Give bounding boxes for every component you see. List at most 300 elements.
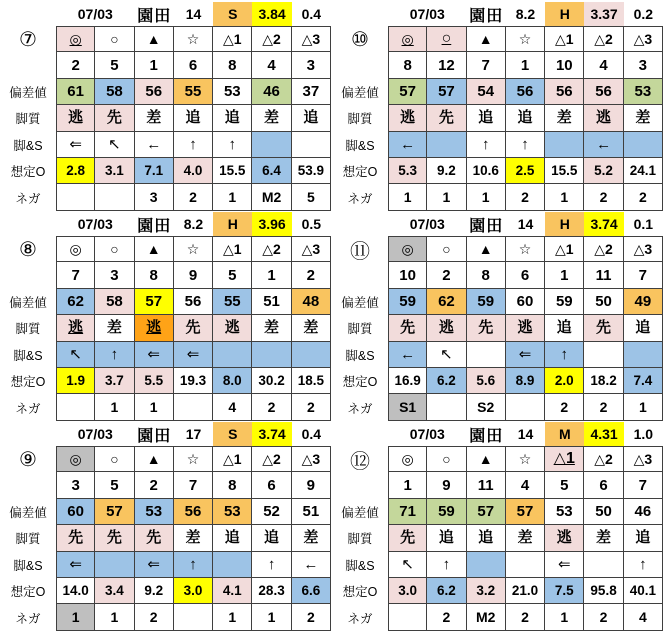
symbol-cell[interactable]: ◎ — [56, 26, 95, 52]
odds-cell[interactable]: 3.37 — [584, 2, 623, 26]
kyakushitsu-cell[interactable]: 先 — [95, 525, 134, 551]
horse-number-cell[interactable]: 1 — [252, 262, 291, 288]
kyaku-s-cell[interactable]: ← — [388, 342, 427, 368]
symbol-cell[interactable]: ○ — [95, 446, 134, 472]
souteio-cell[interactable]: 9.2 — [135, 578, 174, 604]
odds-cell[interactable]: 3.96 — [252, 212, 291, 236]
venue-name[interactable]: 園田 — [137, 427, 172, 445]
souteio-cell[interactable]: 4.1 — [213, 578, 252, 604]
horse-number-cell[interactable]: 11 — [584, 262, 623, 288]
kyakushitsu-cell[interactable]: 追 — [467, 105, 506, 131]
horse-number-cell[interactable]: 1 — [135, 52, 174, 78]
hensachi-cell[interactable]: 61 — [56, 79, 95, 105]
kyakushitsu-cell[interactable]: 逃 — [388, 105, 427, 131]
symbol-cell[interactable]: △3 — [624, 26, 663, 52]
souteio-cell[interactable]: 3.0 — [174, 578, 213, 604]
kyaku-s-cell[interactable]: ⇐ — [506, 342, 545, 368]
nega-cell[interactable]: M2 — [252, 184, 291, 210]
kyaku-s-cell[interactable]: ↑ — [174, 552, 213, 578]
race-number[interactable]: 8.2 — [515, 6, 536, 22]
souteio-cell[interactable]: 3.0 — [388, 578, 427, 604]
kyakushitsu-cell[interactable]: 逃 — [427, 315, 466, 341]
hensachi-cell[interactable]: 50 — [584, 499, 623, 525]
race-date[interactable]: 07/03 — [409, 426, 445, 442]
horse-number-cell[interactable]: 1 — [388, 472, 427, 498]
nega-cell[interactable]: 1 — [56, 604, 95, 630]
symbol-cell[interactable]: ▲ — [135, 26, 174, 52]
symbol-cell[interactable]: ▲ — [467, 446, 506, 472]
symbol-cell[interactable]: △3 — [624, 236, 663, 262]
nega-cell[interactable]: 2 — [174, 184, 213, 210]
symbol-cell[interactable]: △1 — [213, 26, 252, 52]
hensachi-cell[interactable]: 50 — [584, 289, 623, 315]
souteio-cell[interactable]: 2.8 — [56, 158, 95, 184]
symbol-cell[interactable]: ◎ — [56, 236, 95, 262]
hensachi-cell[interactable]: 53 — [213, 79, 252, 105]
hensachi-cell[interactable]: 56 — [135, 79, 174, 105]
hensachi-cell[interactable]: 57 — [506, 499, 545, 525]
pace-mark-cell[interactable]: S — [213, 422, 252, 446]
nega-cell[interactable] — [174, 604, 213, 630]
kyakushitsu-cell[interactable]: 逃 — [135, 315, 174, 341]
symbol-cell[interactable]: ▲ — [135, 446, 174, 472]
nega-cell[interactable]: 2 — [292, 394, 331, 420]
nega-cell[interactable]: M2 — [467, 604, 506, 630]
symbol-cell[interactable]: △3 — [292, 26, 331, 52]
hensachi-cell[interactable]: 57 — [467, 499, 506, 525]
nega-cell[interactable]: 4 — [213, 394, 252, 420]
kyakushitsu-cell[interactable]: 差 — [292, 315, 331, 341]
venue-name[interactable]: 園田 — [137, 7, 172, 25]
horse-number-cell[interactable]: 5 — [95, 52, 134, 78]
nega-cell[interactable] — [56, 184, 95, 210]
kyakushitsu-cell[interactable]: 差 — [506, 525, 545, 551]
kyakushitsu-cell[interactable]: 差 — [584, 525, 623, 551]
souteio-cell[interactable]: 3.4 — [95, 578, 134, 604]
kyakushitsu-cell[interactable]: 先 — [95, 105, 134, 131]
kyaku-s-cell[interactable] — [584, 552, 623, 578]
symbol-cell[interactable]: ☆ — [174, 236, 213, 262]
kyakushitsu-cell[interactable]: 先 — [56, 525, 95, 551]
souteio-cell[interactable]: 8.0 — [213, 368, 252, 394]
nega-cell[interactable]: 2 — [427, 604, 466, 630]
horse-number-cell[interactable]: 9 — [292, 472, 331, 498]
kyaku-s-cell[interactable] — [95, 552, 134, 578]
kyakushitsu-cell[interactable]: 先 — [427, 105, 466, 131]
race-date[interactable]: 07/03 — [77, 426, 113, 442]
venue-name[interactable]: 園田 — [469, 217, 504, 235]
souteio-cell[interactable]: 21.0 — [506, 578, 545, 604]
pace-mark-cell[interactable]: S — [213, 2, 252, 26]
kyaku-s-cell[interactable]: ↑ — [545, 342, 584, 368]
hensachi-cell[interactable]: 58 — [95, 289, 134, 315]
venue-name[interactable]: 園田 — [469, 7, 504, 25]
kyaku-s-cell[interactable] — [292, 132, 331, 158]
race-number[interactable]: 14 — [185, 6, 202, 22]
kyaku-s-cell[interactable]: ← — [388, 132, 427, 158]
nega-cell[interactable]: S1 — [388, 394, 427, 420]
kyakushitsu-cell[interactable]: 追 — [252, 525, 291, 551]
kyaku-s-cell[interactable]: ← — [584, 132, 623, 158]
souteio-cell[interactable]: 18.5 — [292, 368, 331, 394]
symbol-cell[interactable]: ○ — [427, 236, 466, 262]
horse-number-cell[interactable]: 7 — [56, 262, 95, 288]
kyaku-s-cell[interactable]: ← — [292, 552, 331, 578]
kyaku-s-cell[interactable] — [506, 552, 545, 578]
symbol-cell[interactable]: ☆ — [506, 236, 545, 262]
horse-number-cell[interactable]: 12 — [427, 52, 466, 78]
odds-diff-cell[interactable]: 0.1 — [633, 216, 654, 232]
symbol-cell[interactable]: ▲ — [467, 26, 506, 52]
symbol-cell[interactable]: △3 — [292, 446, 331, 472]
hensachi-cell[interactable]: 57 — [135, 289, 174, 315]
kyakushitsu-cell[interactable]: 差 — [252, 105, 291, 131]
nega-cell[interactable]: 2 — [624, 184, 663, 210]
souteio-cell[interactable]: 5.6 — [467, 368, 506, 394]
kyakushitsu-cell[interactable]: 先 — [174, 315, 213, 341]
nega-cell[interactable]: 2 — [506, 184, 545, 210]
race-number[interactable]: 14 — [517, 216, 534, 232]
symbol-cell[interactable]: ◎ — [388, 446, 427, 472]
horse-number-cell[interactable]: 3 — [56, 472, 95, 498]
symbol-cell[interactable]: △3 — [292, 236, 331, 262]
souteio-cell[interactable]: 18.2 — [584, 368, 623, 394]
hensachi-cell[interactable]: 52 — [252, 499, 291, 525]
kyaku-s-cell[interactable] — [213, 342, 252, 368]
kyaku-s-cell[interactable]: ⇐ — [545, 552, 584, 578]
souteio-cell[interactable]: 30.2 — [252, 368, 291, 394]
hensachi-cell[interactable]: 53 — [135, 499, 174, 525]
symbol-cell[interactable]: ☆ — [174, 26, 213, 52]
horse-number-cell[interactable]: 8 — [467, 262, 506, 288]
kyaku-s-cell[interactable]: ↑ — [213, 132, 252, 158]
kyakushitsu-cell[interactable]: 追 — [467, 525, 506, 551]
pace-mark-cell[interactable]: M — [545, 422, 584, 446]
kyaku-s-cell[interactable]: ↑ — [427, 552, 466, 578]
pace-mark-cell[interactable]: H — [545, 212, 584, 236]
kyakushitsu-cell[interactable]: 追 — [545, 315, 584, 341]
horse-number-cell[interactable]: 6 — [174, 52, 213, 78]
nega-cell[interactable]: 1 — [388, 184, 427, 210]
race-number[interactable]: 8.2 — [183, 216, 204, 232]
kyakushitsu-cell[interactable]: 追 — [624, 525, 663, 551]
hensachi-cell[interactable]: 56 — [545, 79, 584, 105]
kyaku-s-cell[interactable] — [252, 342, 291, 368]
nega-cell[interactable]: 4 — [624, 604, 663, 630]
hensachi-cell[interactable]: 53 — [213, 499, 252, 525]
souteio-cell[interactable]: 95.8 — [584, 578, 623, 604]
nega-cell[interactable]: 1 — [213, 184, 252, 210]
symbol-cell[interactable]: △1 — [545, 446, 584, 472]
kyaku-s-cell[interactable]: ↑ — [467, 132, 506, 158]
nega-cell[interactable]: 1 — [545, 184, 584, 210]
kyakushitsu-cell[interactable]: 差 — [545, 105, 584, 131]
horse-number-cell[interactable]: 7 — [624, 472, 663, 498]
souteio-cell[interactable]: 15.5 — [545, 158, 584, 184]
kyaku-s-cell[interactable]: ↖ — [95, 132, 134, 158]
kyakushitsu-cell[interactable]: 追 — [506, 105, 545, 131]
hensachi-cell[interactable]: 54 — [467, 79, 506, 105]
souteio-cell[interactable]: 10.6 — [467, 158, 506, 184]
nega-cell[interactable] — [56, 394, 95, 420]
hensachi-cell[interactable]: 46 — [252, 79, 291, 105]
odds-cell[interactable]: 3.74 — [584, 212, 623, 236]
souteio-cell[interactable]: 14.0 — [56, 578, 95, 604]
nega-cell[interactable]: 1 — [467, 184, 506, 210]
kyaku-s-cell[interactable]: ⇐ — [56, 552, 95, 578]
nega-cell[interactable]: 1 — [213, 604, 252, 630]
souteio-cell[interactable]: 6.2 — [427, 368, 466, 394]
horse-number-cell[interactable]: 6 — [584, 472, 623, 498]
nega-cell[interactable] — [506, 394, 545, 420]
kyakushitsu-cell[interactable]: 逃 — [56, 105, 95, 131]
nega-cell[interactable]: 2 — [292, 604, 331, 630]
pace-mark-cell[interactable]: H — [213, 212, 252, 236]
kyaku-s-cell[interactable] — [467, 342, 506, 368]
symbol-cell[interactable]: ☆ — [174, 446, 213, 472]
kyaku-s-cell[interactable] — [624, 132, 663, 158]
symbol-cell[interactable]: ◎ — [388, 26, 427, 52]
hensachi-cell[interactable]: 53 — [545, 499, 584, 525]
odds-diff-cell[interactable]: 0.4 — [301, 426, 322, 442]
kyakushitsu-cell[interactable]: 逃 — [584, 105, 623, 131]
horse-number-cell[interactable]: 2 — [135, 472, 174, 498]
symbol-cell[interactable]: ◎ — [56, 446, 95, 472]
hensachi-cell[interactable]: 62 — [427, 289, 466, 315]
symbol-cell[interactable]: ☆ — [506, 446, 545, 472]
horse-number-cell[interactable]: 4 — [584, 52, 623, 78]
souteio-cell[interactable]: 15.5 — [213, 158, 252, 184]
horse-number-cell[interactable]: 10 — [545, 52, 584, 78]
kyaku-s-cell[interactable]: ↑ — [506, 132, 545, 158]
hensachi-cell[interactable]: 60 — [56, 499, 95, 525]
hensachi-cell[interactable]: 51 — [252, 289, 291, 315]
symbol-cell[interactable]: △2 — [584, 26, 623, 52]
horse-number-cell[interactable]: 3 — [95, 262, 134, 288]
kyakushitsu-cell[interactable]: 差 — [252, 315, 291, 341]
horse-number-cell[interactable]: 10 — [388, 262, 427, 288]
souteio-cell[interactable]: 2.5 — [506, 158, 545, 184]
kyaku-s-cell[interactable]: ← — [135, 132, 174, 158]
hensachi-cell[interactable]: 60 — [506, 289, 545, 315]
odds-diff-cell[interactable]: 0.4 — [301, 6, 322, 22]
symbol-cell[interactable]: ○ — [427, 26, 466, 52]
horse-number-cell[interactable]: 9 — [174, 262, 213, 288]
race-date[interactable]: 07/03 — [409, 6, 445, 22]
symbol-cell[interactable]: ☆ — [506, 26, 545, 52]
souteio-cell[interactable]: 2.0 — [545, 368, 584, 394]
horse-number-cell[interactable]: 4 — [252, 52, 291, 78]
kyaku-s-cell[interactable] — [427, 132, 466, 158]
souteio-cell[interactable]: 5.3 — [388, 158, 427, 184]
symbol-cell[interactable]: △2 — [252, 446, 291, 472]
hensachi-cell[interactable]: 59 — [388, 289, 427, 315]
kyaku-s-cell[interactable]: ↖ — [56, 342, 95, 368]
race-number[interactable]: 17 — [185, 426, 202, 442]
souteio-cell[interactable]: 7.4 — [624, 368, 663, 394]
pace-mark-cell[interactable]: H — [545, 2, 584, 26]
kyakushitsu-cell[interactable]: 先 — [135, 525, 174, 551]
horse-number-cell[interactable]: 11 — [467, 472, 506, 498]
horse-number-cell[interactable]: 3 — [624, 52, 663, 78]
horse-number-cell[interactable]: 1 — [545, 262, 584, 288]
horse-number-cell[interactable]: 2 — [427, 262, 466, 288]
nega-cell[interactable]: 5 — [292, 184, 331, 210]
kyakushitsu-cell[interactable]: 追 — [174, 105, 213, 131]
odds-cell[interactable]: 3.74 — [252, 422, 291, 446]
horse-number-cell[interactable]: 7 — [467, 52, 506, 78]
venue-name[interactable]: 園田 — [137, 217, 172, 235]
souteio-cell[interactable]: 40.1 — [624, 578, 663, 604]
nega-cell[interactable]: 2 — [252, 394, 291, 420]
horse-number-cell[interactable]: 7 — [174, 472, 213, 498]
souteio-cell[interactable]: 3.1 — [95, 158, 134, 184]
kyakushitsu-cell[interactable]: 先 — [467, 315, 506, 341]
horse-number-cell[interactable]: 3 — [292, 52, 331, 78]
nega-cell[interactable]: 1 — [252, 604, 291, 630]
symbol-cell[interactable]: △1 — [545, 236, 584, 262]
hensachi-cell[interactable]: 57 — [95, 499, 134, 525]
symbol-cell[interactable]: △2 — [584, 446, 623, 472]
hensachi-cell[interactable]: 62 — [56, 289, 95, 315]
souteio-cell[interactable]: 5.5 — [135, 368, 174, 394]
kyaku-s-cell[interactable]: ⇐ — [135, 342, 174, 368]
horse-number-cell[interactable]: 4 — [506, 472, 545, 498]
kyakushitsu-cell[interactable]: 差 — [624, 105, 663, 131]
nega-cell[interactable]: S2 — [467, 394, 506, 420]
hensachi-cell[interactable]: 71 — [388, 499, 427, 525]
odds-cell[interactable]: 3.84 — [252, 2, 291, 26]
kyakushitsu-cell[interactable]: 追 — [427, 525, 466, 551]
kyaku-s-cell[interactable] — [545, 132, 584, 158]
kyakushitsu-cell[interactable]: 追 — [292, 105, 331, 131]
nega-cell[interactable]: 1 — [135, 394, 174, 420]
horse-number-cell[interactable]: 6 — [252, 472, 291, 498]
hensachi-cell[interactable]: 53 — [624, 79, 663, 105]
kyakushitsu-cell[interactable]: 逃 — [213, 315, 252, 341]
nega-cell[interactable] — [427, 394, 466, 420]
kyakushitsu-cell[interactable]: 追 — [624, 315, 663, 341]
souteio-cell[interactable]: 9.2 — [427, 158, 466, 184]
souteio-cell[interactable]: 28.3 — [252, 578, 291, 604]
hensachi-cell[interactable]: 55 — [174, 79, 213, 105]
hensachi-cell[interactable]: 56 — [584, 79, 623, 105]
nega-cell[interactable] — [388, 604, 427, 630]
souteio-cell[interactable]: 19.3 — [174, 368, 213, 394]
nega-cell[interactable]: 3 — [135, 184, 174, 210]
kyaku-s-cell[interactable]: ↑ — [252, 552, 291, 578]
nega-cell[interactable]: 2 — [506, 604, 545, 630]
horse-number-cell[interactable]: 5 — [545, 472, 584, 498]
kyakushitsu-cell[interactable]: 先 — [584, 315, 623, 341]
kyakushitsu-cell[interactable]: 差 — [174, 525, 213, 551]
horse-number-cell[interactable]: 6 — [506, 262, 545, 288]
souteio-cell[interactable]: 7.1 — [135, 158, 174, 184]
hensachi-cell[interactable]: 49 — [624, 289, 663, 315]
kyaku-s-cell[interactable]: ↖ — [388, 552, 427, 578]
nega-cell[interactable] — [95, 184, 134, 210]
kyaku-s-cell[interactable]: ↑ — [95, 342, 134, 368]
kyakushitsu-cell[interactable]: 逃 — [545, 525, 584, 551]
hensachi-cell[interactable]: 56 — [174, 499, 213, 525]
horse-number-cell[interactable]: 8 — [135, 262, 174, 288]
kyakushitsu-cell[interactable]: 差 — [95, 315, 134, 341]
horse-number-cell[interactable]: 9 — [427, 472, 466, 498]
souteio-cell[interactable]: 4.0 — [174, 158, 213, 184]
souteio-cell[interactable]: 7.5 — [545, 578, 584, 604]
kyakushitsu-cell[interactable]: 先 — [388, 525, 427, 551]
odds-diff-cell[interactable]: 0.2 — [633, 6, 654, 22]
symbol-cell[interactable]: △1 — [545, 26, 584, 52]
symbol-cell[interactable]: △2 — [252, 236, 291, 262]
nega-cell[interactable]: 1 — [427, 184, 466, 210]
symbol-cell[interactable]: △3 — [624, 446, 663, 472]
souteio-cell[interactable]: 3.7 — [95, 368, 134, 394]
hensachi-cell[interactable]: 37 — [292, 79, 331, 105]
souteio-cell[interactable]: 8.9 — [506, 368, 545, 394]
hensachi-cell[interactable]: 51 — [292, 499, 331, 525]
hensachi-cell[interactable]: 58 — [95, 79, 134, 105]
kyaku-s-cell[interactable]: ↑ — [174, 132, 213, 158]
odds-diff-cell[interactable]: 1.0 — [633, 426, 654, 442]
nega-cell[interactable]: 1 — [624, 394, 663, 420]
kyaku-s-cell[interactable]: ⇐ — [135, 552, 174, 578]
nega-cell[interactable]: 1 — [95, 604, 134, 630]
hensachi-cell[interactable]: 57 — [427, 79, 466, 105]
kyakushitsu-cell[interactable]: 逃 — [506, 315, 545, 341]
horse-number-cell[interactable]: 1 — [506, 52, 545, 78]
horse-number-cell[interactable]: 8 — [213, 472, 252, 498]
nega-cell[interactable]: 2 — [584, 604, 623, 630]
souteio-cell[interactable]: 1.9 — [56, 368, 95, 394]
kyakushitsu-cell[interactable]: 追 — [213, 525, 252, 551]
kyakushitsu-cell[interactable]: 差 — [135, 105, 174, 131]
hensachi-cell[interactable]: 59 — [427, 499, 466, 525]
kyaku-s-cell[interactable]: ⇐ — [56, 132, 95, 158]
horse-number-cell[interactable]: 7 — [624, 262, 663, 288]
horse-number-cell[interactable]: 8 — [213, 52, 252, 78]
hensachi-cell[interactable]: 48 — [292, 289, 331, 315]
souteio-cell[interactable]: 24.1 — [624, 158, 663, 184]
symbol-cell[interactable]: △2 — [584, 236, 623, 262]
souteio-cell[interactable]: 6.6 — [292, 578, 331, 604]
hensachi-cell[interactable]: 57 — [388, 79, 427, 105]
symbol-cell[interactable]: ○ — [95, 26, 134, 52]
nega-cell[interactable]: 2 — [584, 184, 623, 210]
race-date[interactable]: 07/03 — [77, 216, 113, 232]
race-date[interactable]: 07/03 — [77, 6, 113, 22]
kyaku-s-cell[interactable] — [584, 342, 623, 368]
symbol-cell[interactable]: ○ — [95, 236, 134, 262]
nega-cell[interactable]: 2 — [584, 394, 623, 420]
symbol-cell[interactable]: ◎ — [388, 236, 427, 262]
souteio-cell[interactable]: 5.2 — [584, 158, 623, 184]
hensachi-cell[interactable]: 55 — [213, 289, 252, 315]
nega-cell[interactable] — [174, 394, 213, 420]
symbol-cell[interactable]: △1 — [213, 236, 252, 262]
odds-cell[interactable]: 4.31 — [584, 422, 623, 446]
horse-number-cell[interactable]: 5 — [95, 472, 134, 498]
hensachi-cell[interactable]: 59 — [545, 289, 584, 315]
horse-number-cell[interactable]: 8 — [388, 52, 427, 78]
souteio-cell[interactable]: 6.2 — [427, 578, 466, 604]
kyakushitsu-cell[interactable]: 逃 — [56, 315, 95, 341]
kyaku-s-cell[interactable] — [292, 342, 331, 368]
symbol-cell[interactable]: ▲ — [135, 236, 174, 262]
souteio-cell[interactable]: 16.9 — [388, 368, 427, 394]
nega-cell[interactable]: 1 — [545, 604, 584, 630]
symbol-cell[interactable]: △1 — [213, 446, 252, 472]
